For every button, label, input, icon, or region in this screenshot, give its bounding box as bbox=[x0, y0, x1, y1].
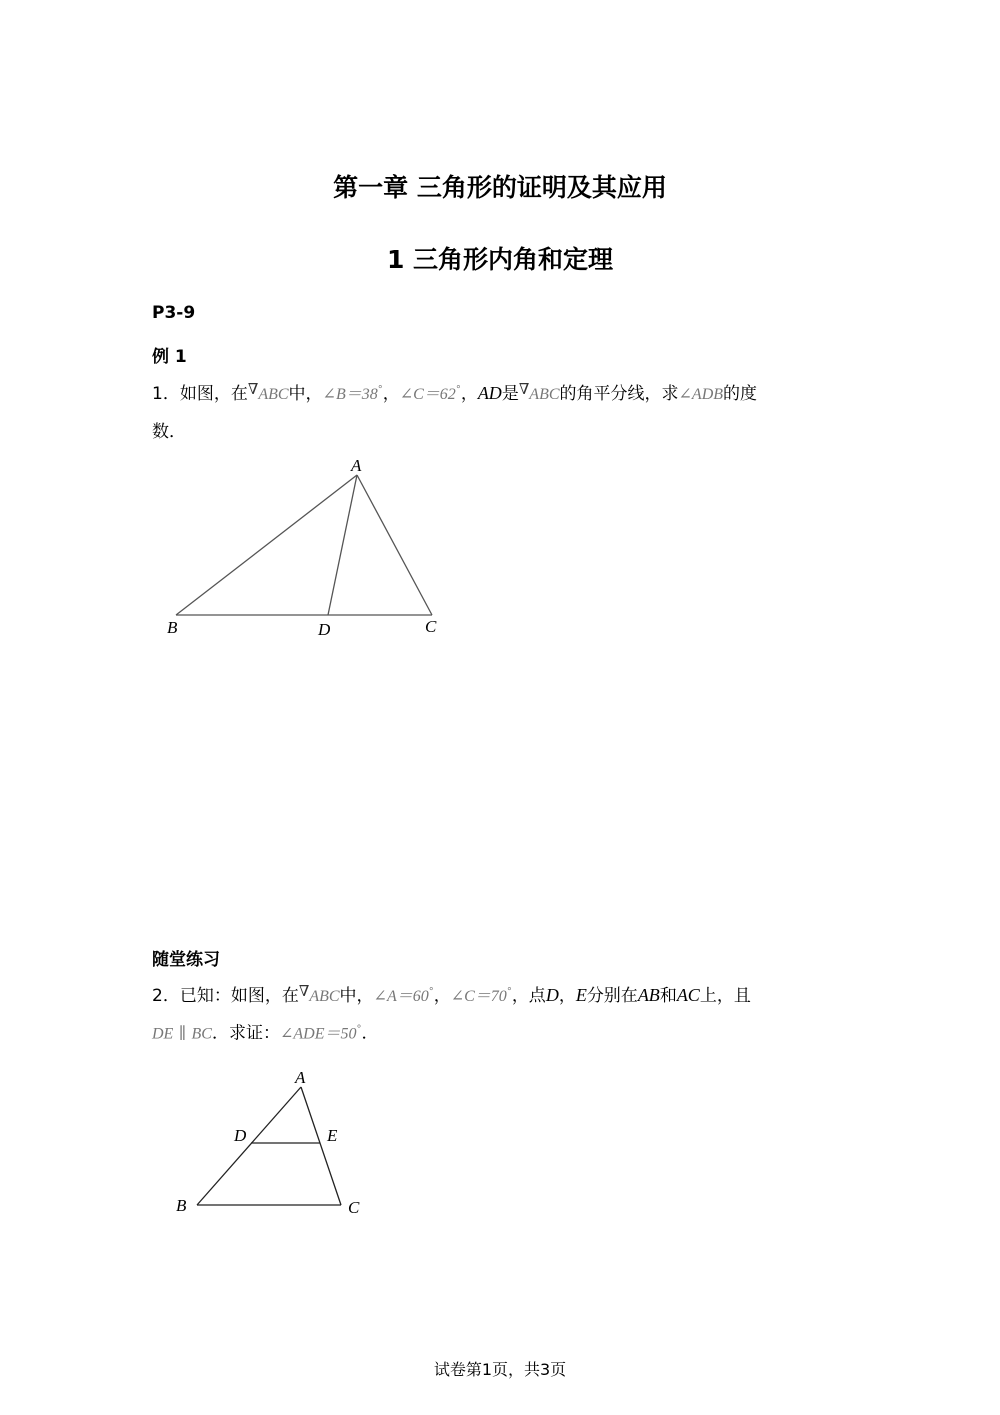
angle-adb: ∠ADB bbox=[678, 386, 724, 403]
segment-ad: AD bbox=[477, 383, 502, 403]
q2-text: 中， bbox=[339, 986, 374, 1006]
question-1-line-2: 数． bbox=[152, 422, 186, 442]
vertex-label-a: A bbox=[351, 456, 362, 475]
side-ac bbox=[301, 1087, 341, 1205]
q1-text: 是 bbox=[501, 384, 519, 404]
segment-ac: AC bbox=[676, 985, 700, 1005]
q2-text: ．求证： bbox=[211, 1023, 280, 1044]
angle-c: ∠C＝70 bbox=[450, 988, 507, 1005]
point-label-e: E bbox=[327, 1126, 338, 1145]
page-range-label: P3-9 bbox=[152, 303, 196, 323]
side-ab bbox=[197, 1087, 301, 1205]
vertex-label-a: A bbox=[295, 1068, 306, 1087]
practice-label: 随堂练习 bbox=[152, 950, 220, 970]
triangle-abc: ABC bbox=[258, 386, 289, 403]
q2-text: 2．已知：如图，在 bbox=[152, 986, 299, 1006]
q1-text: 的度 bbox=[723, 384, 758, 404]
q2-text: 分别在 bbox=[586, 986, 638, 1006]
triangle-symbol: ∇ bbox=[247, 382, 259, 398]
vertex-label-c: C bbox=[425, 617, 437, 636]
page-footer: 试卷第1页，共3页 bbox=[433, 1360, 567, 1379]
q2-text: ． bbox=[361, 1023, 379, 1044]
q2-text: 和 bbox=[659, 986, 677, 1006]
q1-text: ， bbox=[460, 384, 478, 404]
vertex-label-b: B bbox=[176, 1196, 187, 1215]
point-label-d: D bbox=[234, 1126, 247, 1145]
angle-ade: ∠ADE＝50 bbox=[279, 1025, 357, 1043]
q2-text: ， bbox=[433, 986, 451, 1006]
segment-de: DE bbox=[152, 1025, 174, 1043]
triangle-abc: ABC bbox=[309, 988, 340, 1005]
point-label-d: D bbox=[318, 620, 331, 639]
q1-text: 1．如图，在 bbox=[152, 384, 248, 404]
degree-sign: ° bbox=[356, 1024, 362, 1035]
degree-sign: ° bbox=[506, 986, 512, 998]
chapter-title: 第一章 三角形的证明及其应用 bbox=[333, 173, 667, 202]
degree-sign: ° bbox=[377, 384, 383, 396]
point-e: E bbox=[575, 985, 587, 1005]
segment-bc: BC bbox=[191, 1025, 212, 1043]
vertex-label-b: B bbox=[167, 618, 178, 637]
q1-text: 的角平分线，求 bbox=[559, 384, 679, 404]
section-title: 1 三角形内角和定理 bbox=[386, 245, 614, 274]
triangle-symbol: ∇ bbox=[298, 984, 310, 1000]
angle-a: ∠A＝60 bbox=[373, 988, 429, 1005]
q2-text: ，点 bbox=[511, 986, 546, 1006]
angle-c: ∠C＝62 bbox=[399, 386, 456, 403]
triangle-abc: ABC bbox=[529, 386, 560, 403]
degree-sign: ° bbox=[455, 384, 461, 396]
segment-ab: AB bbox=[637, 985, 660, 1005]
triangle-symbol: ∇ bbox=[518, 382, 530, 398]
vertex-label-c: C bbox=[348, 1198, 360, 1217]
q1-text: ， bbox=[382, 384, 400, 404]
q2-text: ， bbox=[558, 986, 576, 1006]
example-label: 例 1 bbox=[152, 347, 187, 367]
degree-sign: ° bbox=[428, 986, 434, 998]
parallel-symbol: ∥ bbox=[178, 1025, 187, 1043]
point-d: D bbox=[545, 985, 559, 1005]
angle-b: ∠B＝38 bbox=[322, 386, 378, 403]
q2-text: 上，且 bbox=[699, 986, 751, 1006]
q1-text: 中， bbox=[288, 384, 323, 404]
